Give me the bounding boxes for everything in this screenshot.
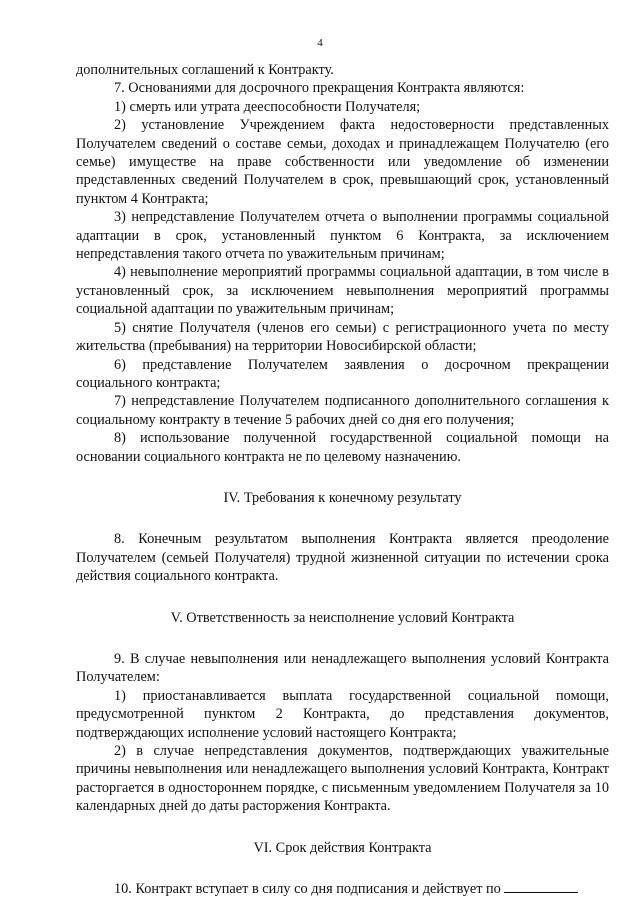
spacer — [76, 507, 609, 530]
document-body — [76, 61, 609, 898]
section-heading-vi: VI. Срок действия Контракта — [253, 839, 432, 856]
paragraph-continuation: дополнительных соглашений к Контракту. — [76, 62, 334, 78]
clause-7-item-4: 4) невыполнение мероприятий программы социальной адаптации, в том числе в установленный срок, за исключением невыполнения мероприятий программы социальной адаптации по уважительным причинам; — [76, 264, 609, 318]
section-heading-iv: IV. Требования к конечному результату — [223, 489, 462, 506]
clause-10 — [76, 880, 609, 898]
clause-8: 8. Конечным результатом выполнения Контракта является преодоление Получателем (семьей Получателя) трудной жизненной ситуации по истечении срока действия социального контракта. — [76, 531, 609, 585]
page-number: 4 — [317, 37, 323, 49]
spacer — [76, 816, 609, 839]
clause-7-item-5: 5) снятие Получателя (членов его семьи) с регистрационного учета по месту жительства (пребывания) на территории Новосибирской области; — [76, 319, 609, 355]
clause-7-item-7: 7) непредставление Получателем подписанного дополнительного соглашения к социальному контракту в течение 5 рабочих дней со дня его получения; — [76, 393, 609, 428]
clause-9: 9. В случае невыполнения или ненадлежащего выполнения условий Контракта Получателем: — [76, 650, 609, 686]
clause-7: 7. Основаниями для досрочного прекращения Контракта являются: — [114, 80, 525, 97]
clause-7-item-6: 6) представление Получателем заявления о досрочном прекращении социального контракта; — [76, 356, 609, 391]
blank-line — [504, 880, 578, 893]
section-heading-v: V. Ответственность за неисполнение условий Контракта — [170, 609, 515, 626]
clause-10-text: 10. Контракт вступает в силу со дня подписания и действует по — [114, 881, 501, 898]
clause-7-item-2: 2) установление Учреждением факта недостоверности представленных Получателем сведений о составе семьи, доходах и принадлежащем Получателю (его семье) имуществе на праве собственности или уведомление об изменении представленных сведений Получателем в срок, превышающий срок, установленный пунктом 4 Контракта; — [76, 117, 609, 207]
clause-9-item-2: 2) в случае непредставления документов, подтверждающих уважительные причины невыполнения или ненадлежащего выполнения условий Контракта, Контракт расторгается в одностороннем порядке, с письменным уведомлением Получателя за 10 календарных дней до даты расторжения Контракта. — [76, 743, 609, 815]
clause-7-item-8: 8) использование полученной государственной социальной помощи на основании социального контракта не по целевому назначению. — [76, 430, 609, 465]
spacer — [76, 466, 609, 489]
spacer — [76, 857, 609, 880]
spacer — [76, 586, 609, 609]
clause-7-item-3: 3) непредставление Получателем отчета о выполнении программы социальной адаптации в срок, установленный пунктом 6 Контракта, за исключением непредставления такого отчета по уважительным причинам; — [76, 209, 609, 263]
clause-9-item-1: 1) приостанавливается выплата государственной социальной помощи, предусмотренной пунктом 2 Контракта, до представления документов, подтверждающих исполнение условий настоящего Контракта; — [76, 687, 609, 741]
clause-7-item-1: 1) смерть или утрата дееспособности Получателя; — [114, 98, 421, 115]
spacer — [76, 627, 609, 650]
